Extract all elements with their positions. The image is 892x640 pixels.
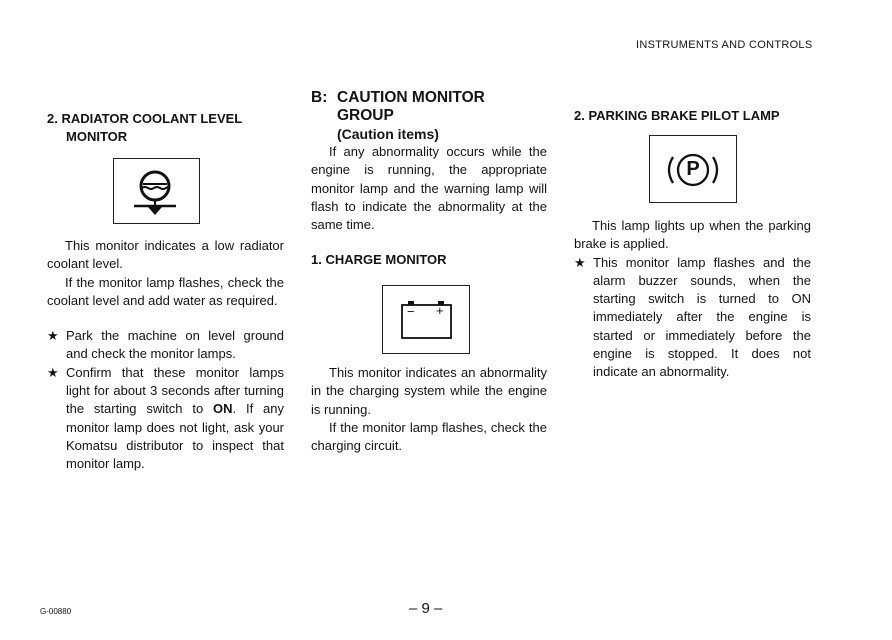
group-label: B:: [311, 89, 328, 106]
group-title-line2: GROUP: [337, 107, 394, 124]
column-charge-body: [311, 364, 547, 455]
bullet-text: This monitor lamp flashes and the alarm buzzer sounds, when the starting switch is turned to ON immediately after the engine is started or immediately before the engine is stopped. It does not indicate an abnormality.: [593, 254, 811, 380]
charge-heading: 1. CHARGE MONITOR: [311, 252, 447, 268]
charge-para1: This monitor indicates an abnormality in the charging system while the engine is running.: [311, 365, 547, 417]
charge-para2: If the monitor lamp flashes, check the charging circuit.: [311, 419, 547, 454]
battery-plus-sign: +: [436, 303, 444, 318]
star-bullet-icon: ★: [574, 254, 586, 270]
group-subtitle: (Caution items): [337, 126, 439, 142]
column-parking-brake: [574, 107, 811, 125]
page-number: – 9 –: [409, 600, 443, 617]
running-head: INSTRUMENTS AND CONTROLS: [636, 39, 813, 51]
column-parking-body: [574, 217, 811, 382]
column-caution-group: [311, 89, 547, 269]
parking-brake-icon: [649, 135, 737, 203]
radiator-coolant-level-icon: [113, 158, 200, 224]
list-item: [47, 327, 284, 364]
column-radiator-coolant: [47, 110, 284, 146]
list-item: [574, 254, 811, 382]
footer-code: G-00880: [40, 607, 72, 616]
radiator-para2: If the monitor lamp flashes, check the coolant level and add water as required.: [47, 274, 284, 308]
bold-on: ON: [213, 401, 233, 417]
bullet-text: Park the machine on level ground and check the monitor lamps.: [66, 328, 284, 362]
group-para: If any abnormality occurs while the engine is running, the appropriate monitor lamp and the warning lamp will flash to indicate the abnormality at the same time.: [311, 144, 547, 233]
radiator-para1: This monitor indicates a low radiator coolant level.: [47, 238, 284, 272]
battery-minus-sign: −: [407, 304, 415, 319]
column-radiator-body: [47, 237, 284, 474]
parking-p-letter: P: [686, 158, 700, 180]
star-bullet-icon: ★: [47, 328, 59, 344]
parking-para1: This lamp lights up when the parking brake is applied.: [574, 218, 811, 252]
battery-charge-icon: [382, 285, 470, 354]
parking-brake-heading: 2. PARKING BRAKE PILOT LAMP: [574, 108, 780, 123]
bullet-text: Confirm that these monitor lamps light for about 3 seconds after turning the starting switch to ON. If any monitor lamp does not light, ask your Komatsu distributor to inspect that monitor lamp.: [66, 364, 284, 472]
star-bullet-icon: ★: [47, 364, 59, 380]
group-title-line1: CAUTION MONITOR: [337, 89, 485, 106]
list-item: [47, 364, 284, 474]
radiator-heading-line1: 2. RADIATOR COOLANT LEVEL: [47, 111, 243, 126]
radiator-heading-line2: MONITOR: [66, 129, 128, 144]
